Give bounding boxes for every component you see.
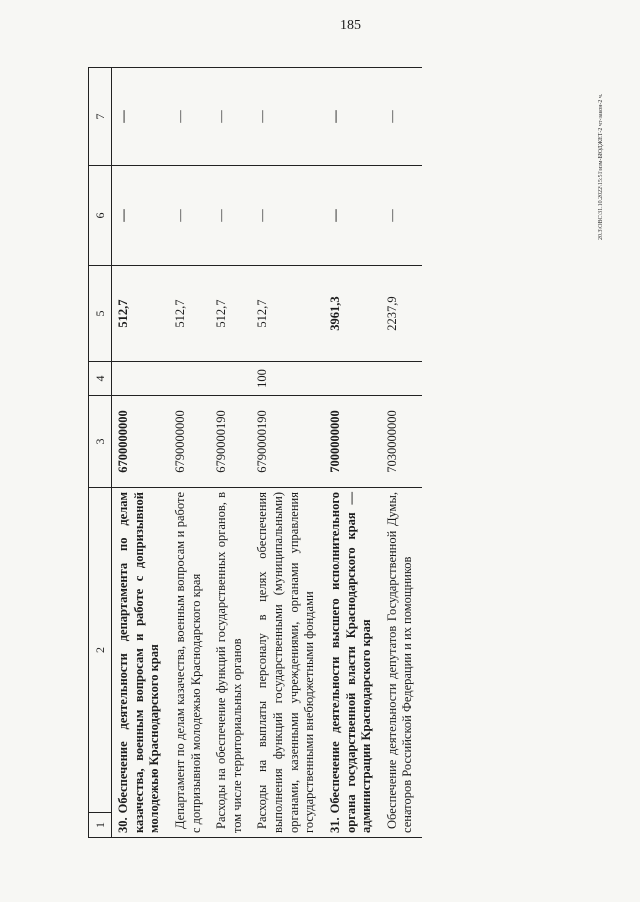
side-note: 20.3\ОВС\31.10.2022\15:51\изм-БЮДЖЕТ-2 чт-закон-2 ч.	[598, 93, 604, 240]
row-number: 31.	[327, 817, 342, 833]
row-name-cell	[112, 488, 169, 838]
row-sum: 512,7	[112, 266, 169, 362]
table-header-row	[89, 68, 112, 838]
table-row	[210, 68, 251, 838]
row-sum: 512,7	[169, 266, 210, 362]
row-code: 6790000000	[169, 396, 210, 488]
table-row	[324, 68, 381, 838]
row-col-6: —	[112, 166, 169, 266]
row-name: Обеспечение деятельности депутатов Государственной Думы, сенаторов Российской Федерации и их помощников	[384, 492, 415, 833]
row-expense-type	[324, 362, 381, 396]
row-expense-type	[210, 362, 251, 396]
header-col-6: 6	[89, 166, 112, 266]
row-code: 6790000190	[251, 396, 324, 488]
row-sum: 3961,3	[324, 266, 381, 362]
header-col-7: 7	[89, 68, 112, 166]
row-name-cell	[324, 488, 381, 838]
row-code: 6790000190	[210, 396, 251, 488]
table-row	[251, 68, 324, 838]
row-name: Расходы на обеспечение функций государственных органов, в том числе территориальных органов	[214, 492, 244, 833]
row-name-cell	[169, 488, 210, 838]
row-expense-type	[112, 362, 169, 396]
row-code: 7000000000	[324, 396, 381, 488]
row-name: Обеспечение деятельности департамента по делам казачества, военным вопросам и работе с допризывной молодежью Краснодарского края	[116, 492, 162, 833]
row-col-7: —	[324, 68, 381, 166]
row-col-6: —	[169, 166, 210, 266]
header-col-2: 2	[93, 647, 107, 653]
row-name: Департамент по делам казачества, военным вопросам и работе с допризывной молодежью Краснодарского края	[172, 492, 203, 833]
row-name-cell	[381, 488, 422, 838]
row-name-cell	[251, 488, 324, 838]
row-col-6: —	[324, 166, 381, 266]
row-expense-type	[381, 362, 422, 396]
row-col-6: —	[251, 166, 324, 266]
row-sum: 512,7	[251, 266, 324, 362]
header-col-3: 3	[89, 396, 112, 488]
row-col-6: —	[210, 166, 251, 266]
row-col-7: —	[251, 68, 324, 166]
row-name: Обеспечение деятельности высшего исполнительного органа государственной власти Краснодарского края — администрации Краснодарского края	[327, 492, 374, 833]
table-row	[381, 68, 422, 838]
row-col-7: —	[210, 68, 251, 166]
row-name: Расходы на выплаты персоналу в целях обеспечения выполнения функций государственными (муниципальными) органами, казенными учреждениями, органами управления государственными внебюджетными фондами	[255, 492, 317, 833]
row-code: 6700000000	[112, 396, 169, 488]
page-number: 185	[340, 18, 361, 33]
row-sum: 512,7	[210, 266, 251, 362]
table-row	[169, 68, 210, 838]
rotated-table-sheet	[88, 68, 608, 838]
row-name-cell	[210, 488, 251, 838]
row-col-6: —	[381, 166, 422, 266]
header-col-5: 5	[89, 266, 112, 362]
row-expense-type: 100	[251, 362, 324, 396]
row-code: 7030000000	[381, 396, 422, 488]
row-expense-type	[169, 362, 210, 396]
header-col-1: 1	[89, 812, 111, 837]
header-col-1-2	[89, 488, 112, 838]
row-col-7: —	[381, 68, 422, 166]
table-row	[112, 68, 169, 838]
row-col-7: —	[169, 68, 210, 166]
budget-table	[88, 67, 422, 838]
header-col-4: 4	[89, 362, 112, 396]
row-number: 30.	[116, 817, 130, 833]
row-col-7: —	[112, 68, 169, 166]
row-sum: 2237,9	[381, 266, 422, 362]
